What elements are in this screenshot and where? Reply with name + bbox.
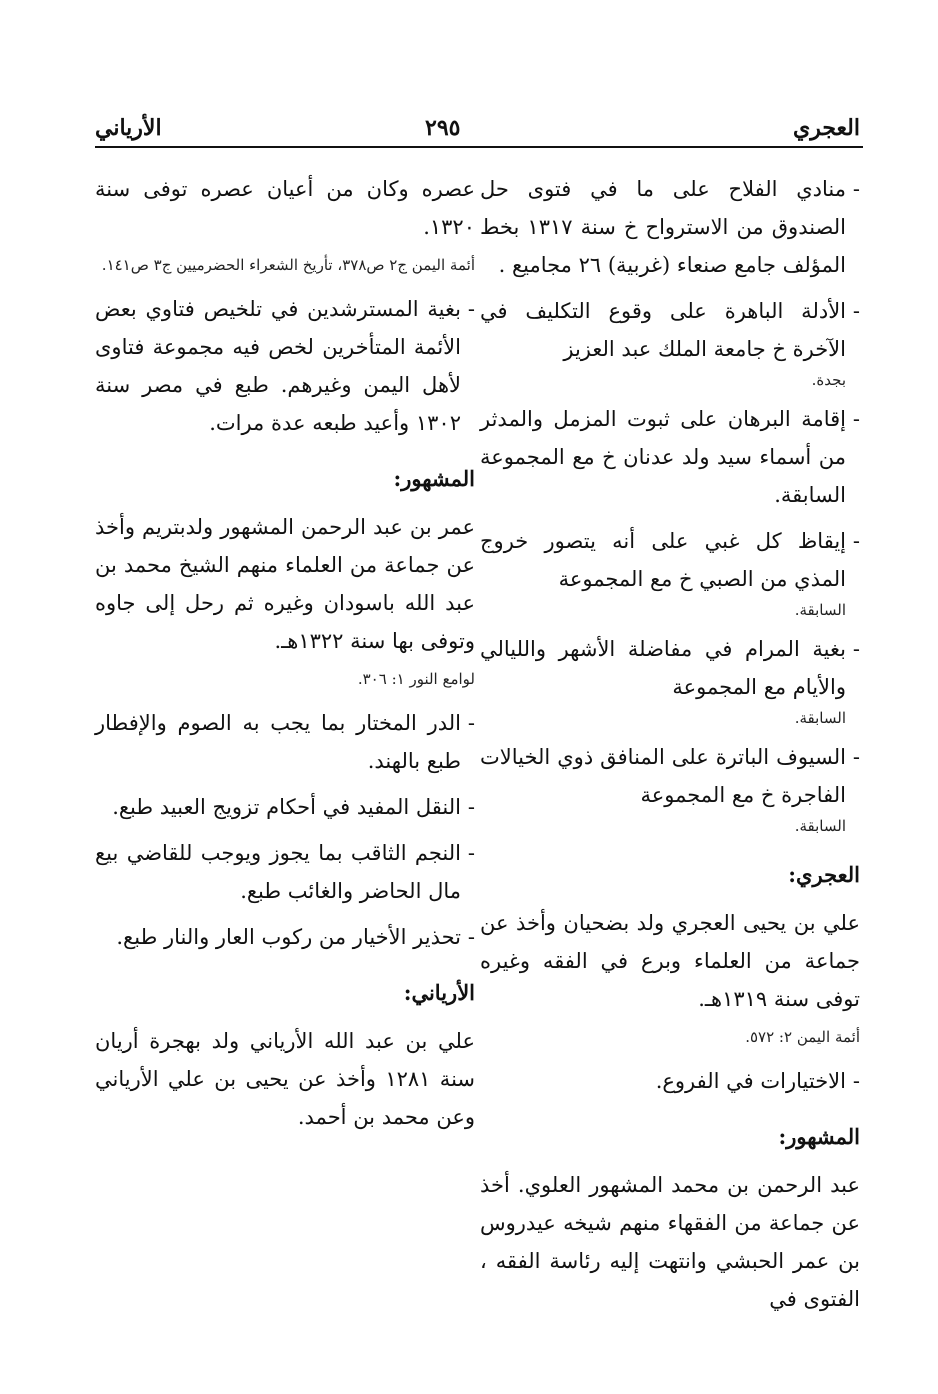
left-column <box>95 170 475 1142</box>
list-item: -تحذير الأخيار من ركوب العار والنار طبع. <box>116 925 475 949</box>
list-item: -الاختيارات في الفروع. <box>655 1069 860 1093</box>
biography-aryani: علي بن عبد الله الأرياني ولد بهجرة أريان سنة ١٢٨١ وأخذ عن يحيى بن علي الأرياني وعن محمد بن أحمد. <box>95 1029 475 1129</box>
header-rule <box>95 146 863 148</box>
item-note: السابقة. <box>794 601 846 619</box>
section-heading-ajri: العجري: <box>788 862 860 887</box>
list-item: -النقل المفيد في أحكام تزويج العبيد طبع. <box>112 795 475 819</box>
running-header-left: الأرياني <box>95 115 162 141</box>
section-heading-aryani: الأرياني: <box>403 980 475 1005</box>
list-item: -السيوف الباترة على المنافق ذوي الخيالات الفاجرة خ مع المجموعة السابقة. <box>480 738 860 838</box>
list-item: -منادي الفلاح على ما في فتوى حل الصندوق من الاسترواح خ سنة ١٣١٧ بخط المؤلف جامع صنعاء (غربية) ٢٦ مجاميع . <box>480 177 860 277</box>
item-note: السابقة. <box>794 817 846 835</box>
page-number: ٢٩٥ <box>425 115 461 141</box>
reference-continued: أئمة اليمن ج٢ ص٣٧٨، تأريخ الشعراء الحضرميين ج٣ ص١٤١. <box>101 256 475 274</box>
right-column <box>480 170 860 1324</box>
biography-mashhur-abdulrahman: عبد الرحمن بن محمد المشهور العلوي. أخذ عن جماعة من الفقهاء منهم شيخه عيدروس بن عمر الحبشي وانتهت إليه رئاسة الفقه ، الفتوى في <box>480 1173 860 1311</box>
running-header-right: العجري <box>793 115 860 141</box>
biography-ajri: علي بن يحيى العجري ولد بضحيان وأخذ عن جماعة من العلماء وبرع في الفقه وغيره توفى سنة ١٣١٩هـ. <box>480 911 860 1011</box>
list-item: -إقامة البرهان على ثبوت المزمل والمدثر من أسماء سيد ولد عدنان خ مع المجموعة السابقة. <box>480 407 860 507</box>
reference-mashhur: لوامع النور ١: ٣٠٦. <box>357 670 475 688</box>
item-note: السابقة. <box>794 709 846 727</box>
list-item: -إيقاظ كل غبي على أنه يتصور خروج المذي من الصبي خ مع المجموعة السابقة. <box>480 522 860 622</box>
reference-ajri: أئمة اليمن ٢: ٥٧٢. <box>745 1028 860 1046</box>
list-item: -النجم الثاقب بما يجوز ويوجب للقاضي بيع مال الحاضر والغائب طبع. <box>95 841 475 903</box>
list-item: -الأدلة الباهرة على وقوع التكليف في الآخرة خ جامعة الملك عبد العزيز بجدة. <box>480 292 860 392</box>
list-item: -بغية المسترشدين في تلخيص فتاوي بعض الأئمة المتأخرين لخص فيه مجموعة فتاوى لأهل اليمن وغيرهم. طبع في مصر سنة ١٣٠٢ وأعيد طبعه عدة مرات. <box>95 297 475 435</box>
section-heading-mashhur: المشهور: <box>393 466 475 491</box>
list-item: -الدر المختار بما يجب به الصوم والإفطار طبع بالهند. <box>95 711 475 773</box>
item-note: بجدة. <box>811 371 846 389</box>
biography-mashhur-omar: عمر بن عبد الرحمن المشهور ولدبتريم وأخذ عن جماعة من العلماء منهم الشيخ محمد بن عبد الله باسودان وغيره ثم رحل إلى جاوه وتوفى بها سنة ١٣٢٢هـ. <box>95 515 475 653</box>
list-item: -بغية المرام في مفاضلة الأشهر والليالي والأيام مع المجموعة السابقة. <box>480 630 860 730</box>
section-heading-mashhur: المشهور: <box>778 1124 860 1149</box>
continued-text: عصره وكان من أعيان عصره توفى سنة ١٣٢٠. <box>95 177 475 239</box>
